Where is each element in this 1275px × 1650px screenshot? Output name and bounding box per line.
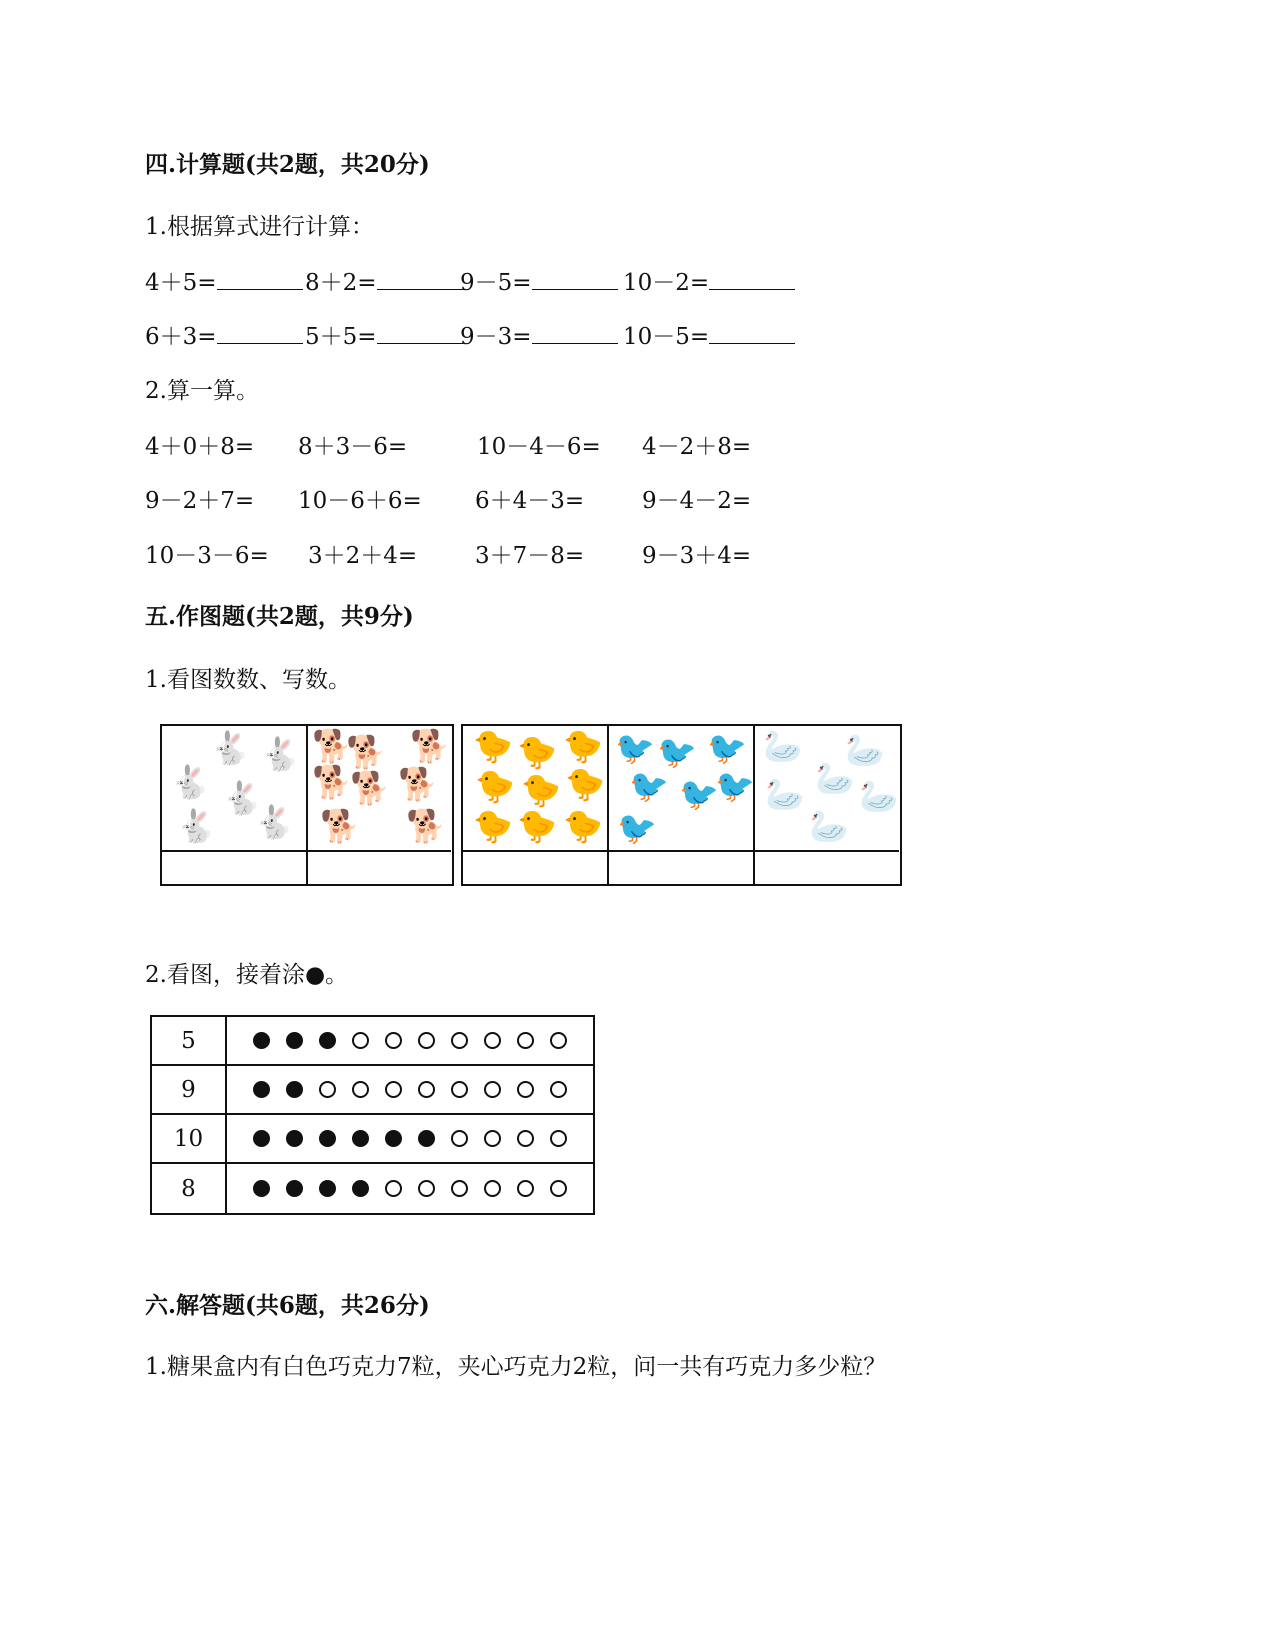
filled-dot [253, 1032, 270, 1049]
empty-dot[interactable] [451, 1130, 468, 1147]
answer-blank[interactable] [709, 341, 795, 344]
count-cell-geese [755, 726, 899, 884]
bird-icon: 🐦 [715, 767, 755, 805]
answer-box[interactable] [162, 852, 306, 884]
answer-blank[interactable] [377, 287, 463, 290]
chick-picture [463, 726, 607, 852]
target-number: 10 [152, 1115, 227, 1162]
empty-dot[interactable] [451, 1032, 468, 1049]
chick-icon: 🐤 [475, 767, 515, 805]
rabbit-icon: 🐇 [260, 735, 300, 773]
filled-dot [352, 1180, 369, 1197]
section-4-title: 四.计算题(共2题，共20分) [145, 151, 430, 178]
empty-dot[interactable] [418, 1032, 435, 1049]
counting-table-left [160, 724, 454, 886]
goose-icon: 🦢 [859, 777, 899, 815]
target-number: 9 [152, 1066, 227, 1113]
bird-picture [609, 726, 753, 852]
target-number: 8 [152, 1164, 227, 1213]
mixed-calc-row-2 [145, 482, 845, 512]
goose-icon: 🦢 [845, 731, 885, 769]
dog-icon: 🐕 [312, 727, 352, 765]
answer-blank[interactable] [532, 341, 618, 344]
empty-dot[interactable] [484, 1081, 501, 1098]
filled-dot [319, 1032, 336, 1049]
filled-dot [286, 1180, 303, 1197]
equation: 9－5= [460, 270, 532, 296]
rabbit-picture [162, 726, 306, 852]
goose-icon: 🦢 [763, 727, 803, 765]
bird-icon: 🐦 [617, 809, 657, 847]
empty-dot[interactable] [418, 1180, 435, 1197]
goose-picture [755, 726, 899, 852]
equation: 10－2= [623, 270, 710, 296]
equation: 5＋5= [305, 324, 377, 350]
rabbit-icon: 🐇 [176, 807, 216, 845]
dog-icon: 🐕 [350, 769, 390, 807]
equation: 4＋0＋8= [145, 434, 255, 460]
empty-dot[interactable] [550, 1032, 567, 1049]
equation: 9－3= [460, 324, 532, 350]
dots-table [150, 1015, 595, 1215]
dots-row [152, 1115, 593, 1164]
dots-row [152, 1066, 593, 1115]
filled-dot [286, 1081, 303, 1098]
bird-icon: 🐦 [615, 729, 655, 767]
answer-blank[interactable] [377, 341, 463, 344]
equation: 10－3－6= [145, 543, 269, 569]
rabbit-icon: 🐇 [254, 803, 294, 841]
dog-icon: 🐕 [410, 727, 450, 765]
filled-dot [418, 1130, 435, 1147]
dog-picture [308, 726, 451, 852]
equation: 4＋5= [145, 270, 217, 296]
empty-dot[interactable] [517, 1130, 534, 1147]
dog-icon: 🐕 [406, 807, 446, 845]
calc-row-2 [145, 318, 845, 348]
chick-icon: 🐤 [563, 807, 603, 845]
filled-dot [286, 1130, 303, 1147]
empty-dot[interactable] [550, 1081, 567, 1098]
equation: 4－2＋8= [642, 434, 752, 460]
counting-table-right [461, 724, 902, 886]
question-5-1-prompt: 1.看图数数、写数。 [145, 667, 351, 693]
rabbit-icon: 🐇 [210, 729, 250, 767]
empty-dot[interactable] [451, 1180, 468, 1197]
filled-dot [352, 1130, 369, 1147]
chick-icon: 🐤 [563, 727, 603, 765]
equation: 8＋2= [305, 270, 377, 296]
dots-cells [227, 1164, 583, 1213]
equation: 3＋2＋4= [308, 543, 418, 569]
empty-dot[interactable] [451, 1081, 468, 1098]
empty-dot[interactable] [550, 1130, 567, 1147]
rabbit-icon: 🐇 [170, 763, 210, 801]
empty-dot[interactable] [418, 1081, 435, 1098]
empty-dot[interactable] [352, 1032, 369, 1049]
goose-icon: 🦢 [815, 759, 855, 797]
count-cell-birds [609, 726, 755, 884]
count-cell-dogs [308, 726, 451, 884]
answer-box[interactable] [755, 852, 899, 884]
chick-icon: 🐤 [473, 727, 513, 765]
empty-dot[interactable] [517, 1180, 534, 1197]
bird-icon: 🐦 [679, 775, 719, 813]
equation: 3＋7－8= [475, 543, 585, 569]
chick-icon: 🐤 [517, 807, 557, 845]
goose-icon: 🦢 [809, 807, 849, 845]
answer-box[interactable] [463, 852, 607, 884]
empty-dot[interactable] [550, 1180, 567, 1197]
bird-icon: 🐦 [657, 733, 697, 771]
filled-dot [319, 1180, 336, 1197]
question-5-2-prompt: 2.看图，接着涂●。 [145, 962, 349, 988]
goose-icon: 🦢 [765, 775, 805, 813]
equation: 9－2＋7= [145, 488, 255, 514]
answer-blank[interactable] [709, 287, 795, 290]
empty-dot[interactable] [484, 1032, 501, 1049]
filled-dot [286, 1032, 303, 1049]
rabbit-icon: 🐇 [222, 779, 262, 817]
target-number: 5 [152, 1017, 227, 1064]
chick-icon: 🐤 [517, 733, 557, 771]
dots-row [152, 1164, 593, 1213]
answer-blank[interactable] [217, 287, 303, 290]
empty-dot[interactable] [385, 1180, 402, 1197]
equation: 10－5= [623, 324, 710, 350]
dots-row [152, 1017, 593, 1066]
empty-dot[interactable] [385, 1032, 402, 1049]
empty-dot[interactable] [517, 1081, 534, 1098]
bird-icon: 🐦 [707, 729, 747, 767]
chick-icon: 🐤 [521, 771, 561, 809]
dots-cells [227, 1066, 583, 1113]
filled-dot [319, 1130, 336, 1147]
filled-dot [253, 1130, 270, 1147]
dots-cells [227, 1017, 583, 1064]
mixed-calc-row-3 [145, 537, 845, 567]
equation: 9－3＋4= [642, 543, 752, 569]
equation: 8＋3－6= [298, 434, 408, 460]
equation: 10－6＋6= [298, 488, 422, 514]
question-4-2-prompt: 2.算一算。 [145, 378, 259, 404]
section-6-title: 六.解答题(共6题，共26分) [145, 1292, 430, 1319]
empty-dot[interactable] [352, 1081, 369, 1098]
filled-dot [253, 1180, 270, 1197]
equation: 9－4－2= [642, 488, 752, 514]
answer-blank[interactable] [532, 287, 618, 290]
empty-dot[interactable] [484, 1130, 501, 1147]
question-4-1-prompt: 1.根据算式进行计算： [145, 214, 374, 240]
question-6-1-prompt: 1.糖果盒内有白色巧克力7粒，夹心巧克力2粒，问一共有巧克力多少粒？ [145, 1354, 887, 1380]
dots-cells [227, 1115, 583, 1162]
dog-icon: 🐕 [312, 763, 352, 801]
answer-box[interactable] [308, 852, 451, 884]
empty-dot[interactable] [484, 1180, 501, 1197]
equation: 6＋3= [145, 324, 217, 350]
count-cell-rabbits [162, 726, 308, 884]
bird-icon: 🐦 [629, 767, 669, 805]
section-5-title: 五.作图题(共2题，共9分) [145, 603, 414, 630]
count-cell-chicks [463, 726, 609, 884]
dog-icon: 🐕 [398, 765, 438, 803]
dog-icon: 🐕 [320, 807, 360, 845]
answer-blank[interactable] [217, 341, 303, 344]
mixed-calc-row-1 [145, 428, 845, 458]
dog-icon: 🐕 [346, 733, 386, 771]
filled-dot [385, 1130, 402, 1147]
empty-dot[interactable] [517, 1032, 534, 1049]
filled-dot [253, 1081, 270, 1098]
empty-dot[interactable] [319, 1081, 336, 1098]
equation: 6＋4－3= [475, 488, 585, 514]
empty-dot[interactable] [385, 1081, 402, 1098]
chick-icon: 🐤 [565, 765, 605, 803]
chick-icon: 🐤 [473, 807, 513, 845]
equation: 10－4－6= [477, 434, 601, 460]
calc-row-1 [145, 264, 845, 294]
answer-box[interactable] [609, 852, 753, 884]
